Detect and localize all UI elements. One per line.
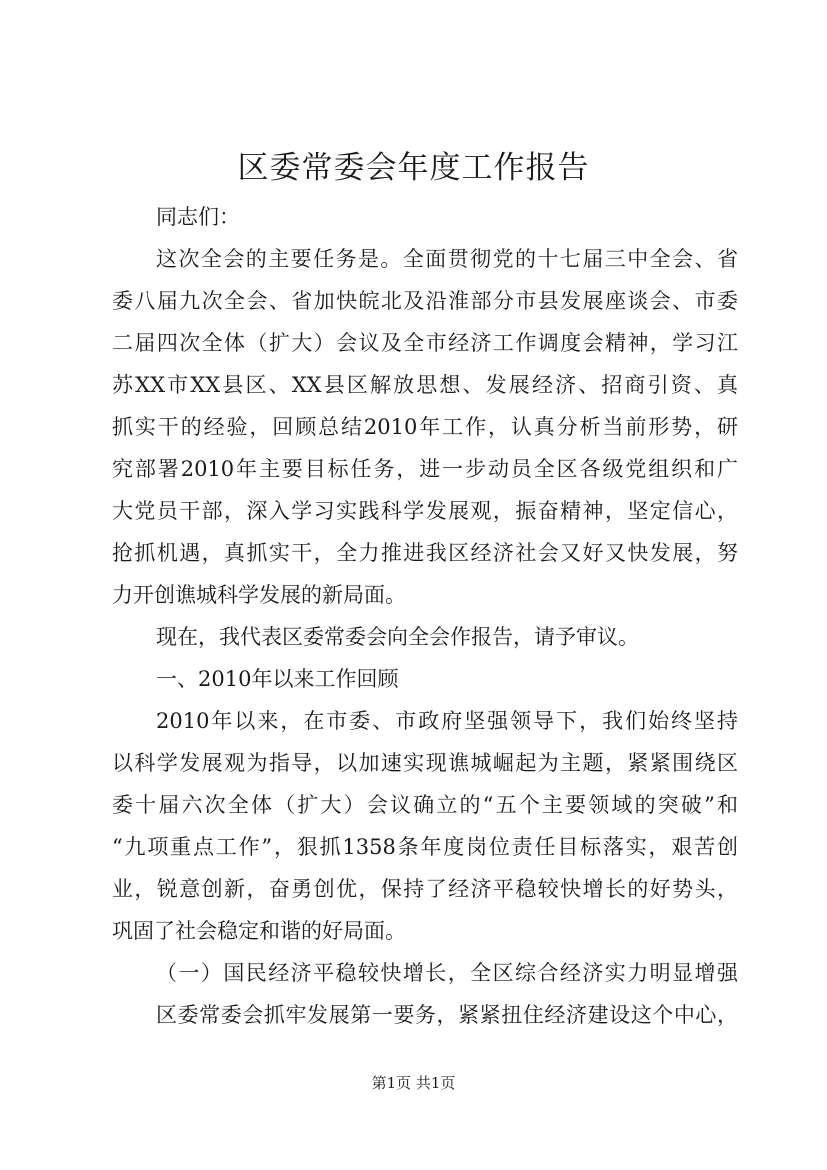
body-line: 一、2010年以来工作回顾 xyxy=(156,667,399,691)
body-line: 苏XX市XX县区、XX县区解放思想、发展经济、招商引资、真 xyxy=(112,373,738,397)
body-line: 这次全会的主要任务是。全面贯彻党的十七届三中全会、省 xyxy=(156,247,738,271)
document-body xyxy=(112,196,738,1036)
body-line: 区委常委会抓牢发展第一要务，紧紧扭住经济建设这个中心， xyxy=(156,1003,738,1027)
body-line: “九项重点工作”，狠抓1358条年度岗位责任目标落实，艰苦创 xyxy=(112,835,738,859)
body-line: 委十届六次全体（扩大）会议确立的“五个主要领域的突破”和 xyxy=(112,793,738,817)
body-line: 大党员干部，深入学习实践科学发展观，振奋精神，坚定信心， xyxy=(112,499,738,523)
body-line: 以科学发展观为指导，以加速实现谯城崛起为主题，紧紧围绕区 xyxy=(112,751,738,775)
body-line: 究部署2010年主要目标任务，进一步动员全区各级党组织和广 xyxy=(112,457,738,481)
body-line: 力开创谯城科学发展的新局面。 xyxy=(112,583,406,607)
body-line: 委八届九次全会、省加快皖北及沿淮部分市县发展座谈会、市委 xyxy=(112,289,738,313)
body-line: 现在，我代表区委常委会向全会作报告，请予审议。 xyxy=(156,625,639,649)
body-line: 业，锐意创新，奋勇创优，保持了经济平稳较快增长的好势头， xyxy=(112,877,738,901)
body-line: 巩固了社会稳定和谐的好局面。 xyxy=(112,919,406,943)
body-line: 抢抓机遇，真抓实干，全力推进我区经济社会又好又快发展，努 xyxy=(112,541,738,565)
body-line: （一）国民经济平稳较快增长，全区综合经济实力明显增强 xyxy=(156,961,738,985)
document-title: 区委常委会年度工作报告 xyxy=(237,150,590,186)
body-line: 二届四次全体（扩大）会议及全市经济工作调度会精神，学习江 xyxy=(112,331,738,355)
page-footer: 第1页 共1页 xyxy=(371,1074,456,1092)
body-line: 同志们： xyxy=(156,205,240,229)
body-line: 抓实干的经验，回顾总结2010年工作，认真分析当前形势，研 xyxy=(112,415,738,439)
body-line: 2010年以来，在市委、市政府坚强领导下，我们始终坚持 xyxy=(156,709,738,733)
